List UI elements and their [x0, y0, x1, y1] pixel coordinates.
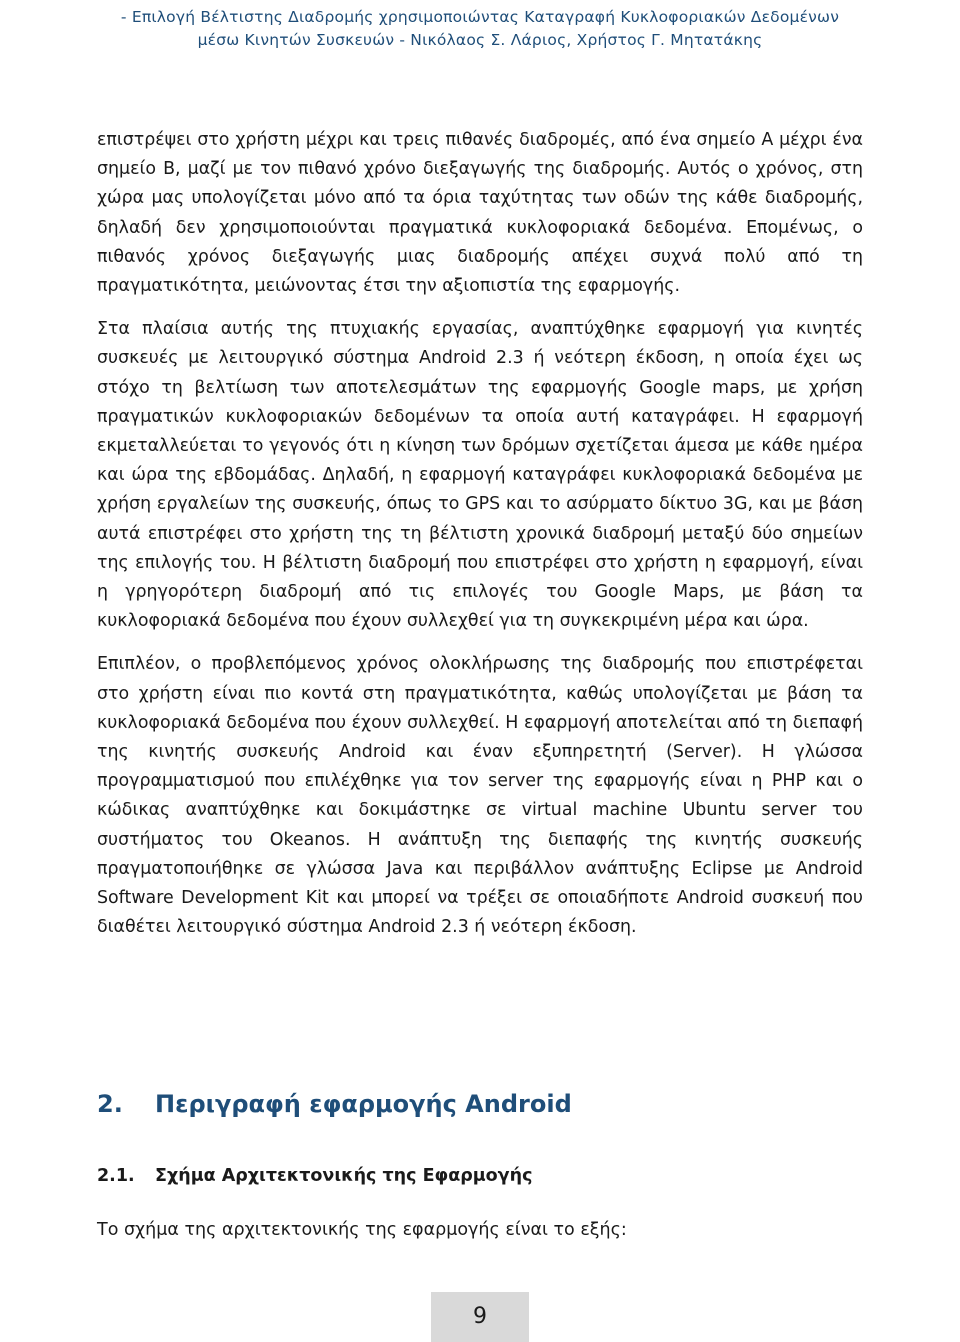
body-text [97, 126, 863, 956]
paragraph-2: Στα πλαίσια αυτής της πτυχιακής εργασίας, αναπτύχθηκε εφαρμογή για κινητές συσκευές με λειτουργικό σύστημα Android 2.3 ή νεότερη έκδοση, η οποία έχει ως στόχο τη βελτίωση των αποτελεσμάτων της εφαρμογής Google maps, με χρήση πραγματικών κυκλοφοριακών δεδομένων τα οποία αυτή καταγράφει. Η εφαρμογή εκμεταλλεύεται το γεγονός ότι η κίνηση των δρόμων σχετίζεται άμεσα με κάθε ημέρα και ώρα της εβδομάδας. Δηλαδή, η εφαρμογή καταγράφει κυκλοφοριακά δεδομένα με χρήση εργαλείων της συσκευής, όπως το GPS και το ασύρματο δίκτυο 3G, και με βάση αυτά επιστρέφει στο χρήστη της τη βέλτιστη χρονικά διαδρομή μεταξύ δύο σημείων της επιλογής του. Η βέλτιστη διαδρομή που επιστρέφει στο χρήστη η εφαρμογή, είναι η γρηγορότερη διαδρομή από τις επιλογές του Google Maps, με βάση τα κυκλοφοριακά δεδομένα που έχουν συλλεχθεί για τη συγκεκριμένη μέρα και ώρα. [97, 319, 863, 632]
section-title: Περιγραφή εφαρμογής Android [155, 1090, 572, 1118]
subsection-title: Σχήμα Αρχιτεκτονικής της Εφαρμογής [155, 1166, 533, 1186]
paragraph-1: επιστρέψει στο χρήστη μέχρι και τρεις πιθανές διαδρομές, από ένα σημείο Α μέχρι ένα σημείο Β, μαζί με τον πιθανό χρόνο διεξαγωγής της διαδρομής. Αυτός ο χρόνος, στη χώρα μας υπολογίζεται μόνο από τα όρια ταχύτητας των οδών της κάθε διαδρομής, δηλαδή δεν χρησιμοποιούνται πραγματικά κυκλοφοριακά δεδομένα. Επομένως, ο πιθανός χρόνος διεξαγωγής μιας διαδρομής απέχει συχνά πολύ από τη πραγματικότητα, μειώνοντας έτσι την αξιοπιστία της εφαρμογής. [97, 130, 863, 297]
lead-text: Το σχήμα της αρχιτεκτονικής της εφαρμογής είναι το εξής: [97, 1220, 627, 1240]
running-header-line-2: μέσω Κινητών Συσκευών - Νικόλαος Σ. Λάριος, Χρήστος Γ. Μητατάκης [197, 31, 763, 49]
subsection-heading [97, 1166, 532, 1186]
running-header [0, 6, 960, 52]
paragraph-3: Επιπλέον, ο προβλεπόμενος χρόνος ολοκλήρωσης της διαδρομής που επιστρέφεται στο χρήστη είναι πιο κοντά στη πραγματικότητα, καθώς υπολογίζεται με βάση τα κυκλοφοριακά δεδομένα που έχουν συλλεχθεί. Η εφαρμογή αποτελείται από τη διεπαφή της κινητής συσκευής Android και έναν εξυπηρετητή (Server). Η γλώσσα προγραμματισμού που επιλέχθηκε για τον server της εφαρμογής είναι η PHP και ο κώδικας αναπτύχθηκε και δοκιμάστηκε σε virtual machine Ubuntu server του συστήματος του Okeanos. Η ανάπτυξη της διεπαφής της κινητής συσκευής πραγματοποιήθηκε σε γλώσσα Java και περιβάλλον ανάπτυξης Eclipse με Android Software Development Kit και μπορεί να τρέξει σε οποιαδήποτε Android συσκευή που διαθέτει λειτουργικό σύστημα Android 2.3 ή νεότερη έκδοση. [97, 654, 863, 938]
running-header-line-1: - Επιλογή Βέλτιστης Διαδρομής χρησιμοποιώντας Καταγραφή Κυκλοφοριακών Δεδομένων [120, 8, 840, 26]
subsection-number: 2.1. [97, 1166, 135, 1186]
page-number: 9 [431, 1292, 529, 1342]
section-heading [97, 1090, 572, 1118]
section-number: 2. [97, 1090, 123, 1118]
